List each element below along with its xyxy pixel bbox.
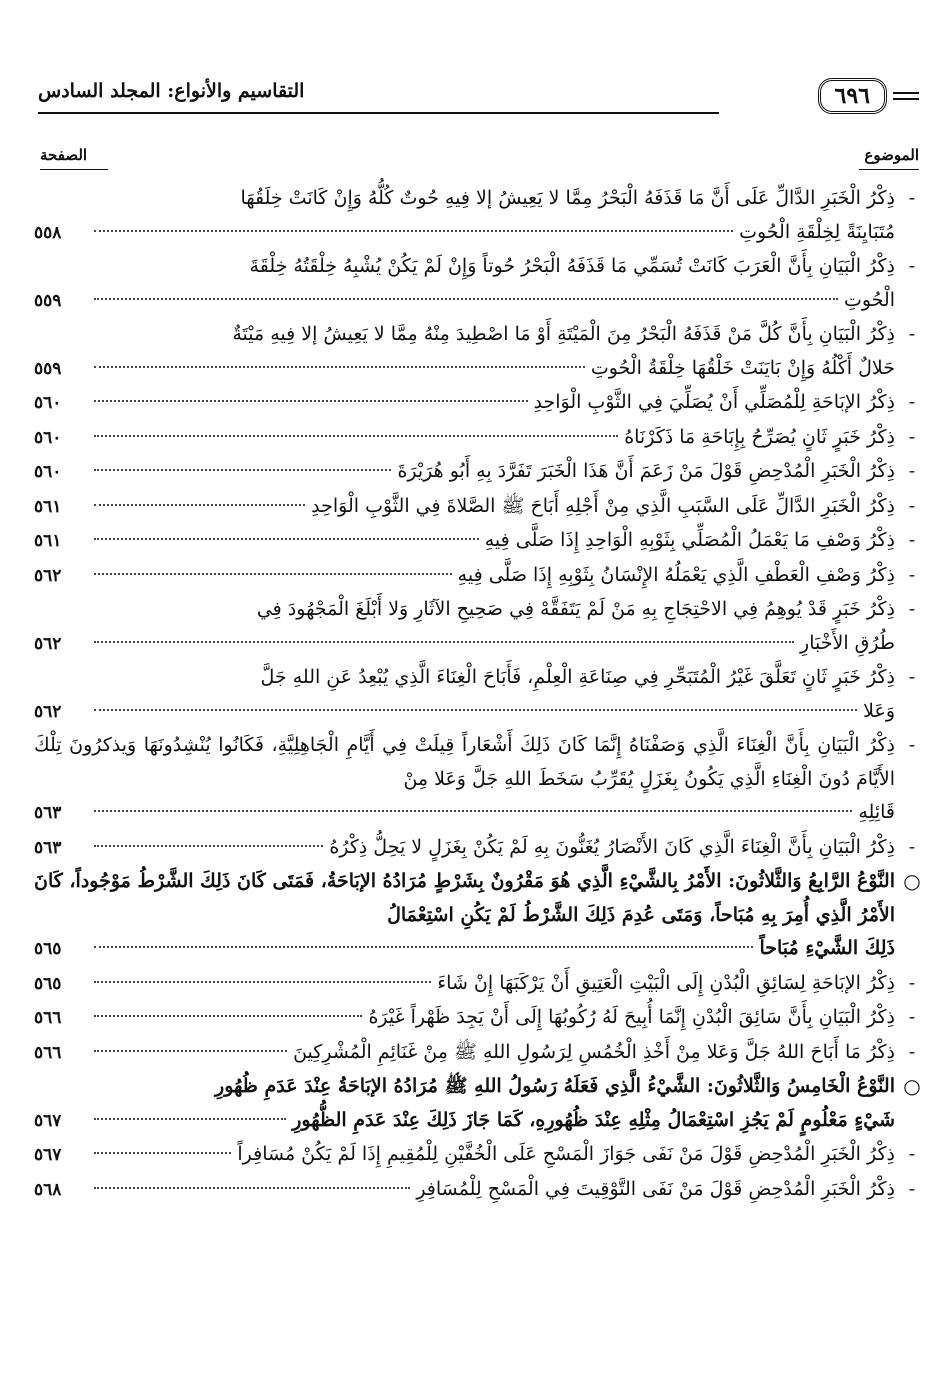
dot-leader xyxy=(94,573,452,575)
entry-last-line: ذَلِكَ الشَّيْءِ مُبَاحاً xyxy=(759,937,895,959)
dash-bullet: - xyxy=(908,494,916,517)
dot-leader xyxy=(94,538,479,540)
entry-text: ذِكْرُ الْبَيَانِ بِأَنَّ الْعَرَبَ كَانَتْ تُسَمِّي مَا قَذَفَهُ الْبَحْرُ حُوتاً وَإِنْ لَمْ يَكُنْ يُشْبِهُ خِلْقَتُهُ خِلْقَةَ xyxy=(249,255,895,277)
dot-leader xyxy=(94,1152,231,1154)
entry-text: ذِكْرُ خَبَرٍ قَدْ يُوهِمُ فِي الاحْتِجَاجِ بِهِ مَنْ لَمْ يَتَفَقَّهْ فِي صَحِيحِ الآثَارِ وَلا أَبْلَغَ الْمَجْهُودَ فِي xyxy=(256,598,895,620)
dash-bullet: - xyxy=(908,391,916,413)
entry-page-number: ٥٦٠ xyxy=(34,427,62,448)
entry-text: ذِكْرُ الْخَبَرِ الدَّالِّ عَلَى أَنَّ مَا قَذَفَهُ الْبَحْرُ مِمَّا لا يَعِيشُ إلا فِيهِ حُوتٌ كُلُّهُ وَإِنْ كَانَتْ خِلَقُهَا xyxy=(240,187,895,209)
header-rule xyxy=(38,112,719,114)
entry-page-number: ٥٦٦ xyxy=(34,1008,62,1028)
entry-page-number: ٥٦٢ xyxy=(34,565,62,586)
index-entry xyxy=(34,524,921,559)
index-entry xyxy=(34,318,921,386)
index-entry xyxy=(34,421,921,456)
entry-text: ذِكْرُ الْبَيَانِ بِأَنَّ الْغِنَاءَ الَّذِي وَصَفْنَاهُ إِنَّمَا كَانَ ذَلِكَ أَشْعَاراً قِيلَتْ فِي أَيَّامِ الْجَاهِلِيَّةِ، فَكَانُوا يُنْشِدُونَهَا وَيذكرُونَ تِلْكَ الأَيَّامَ دُونَ الْغِنَاءِ الَّذِي يَكُونُ بِغَزَلٍ يُقَرِّبُ سَخَطَ اللهِ جَلَّ وَعَلا مِنْ xyxy=(34,734,895,790)
dot-leader xyxy=(94,298,838,300)
entry-page-number: ٥٦١ xyxy=(34,496,62,517)
page-column-heading: الصفحة xyxy=(40,146,88,164)
index-entry xyxy=(34,1173,921,1208)
index-entry xyxy=(34,1001,921,1036)
index-entry xyxy=(34,455,921,490)
entry-last-line: ذِكْرُ وَصْفِ الْعَطْفِ الَّذِي يَعْمَلُهُ الإِنْسَانُ بِثَوْبِهِ إِذَا صَلَّى فِيهِ xyxy=(457,563,895,586)
entry-last-line: ذِكْرُ مَا أَبَاحَ اللهُ جَلَّ وَعَلا مِنْ أَخْذِ الْخُمُسِ لِرَسُولِ اللهِ ﷺ مِنْ غَنَائِمِ الْمُشْرِكِينَ xyxy=(293,1040,895,1063)
dash-bullet: - xyxy=(908,666,916,688)
index-entries xyxy=(34,182,921,1207)
dash-bullet: - xyxy=(908,529,916,551)
entry-text: النَّوْعُ الْخَامِسُ وَالثَّلاثُونَ: الشَّيْءُ الَّذِي فَعَلَهُ رَسُولُ اللهِ ﷺ مُرَادُهُ الإبَاحَةُ عِنْدَ عَدَمِ ظُهُورِ xyxy=(215,1075,895,1097)
entry-last-line: طُرُقِ الأَخْبَارِ xyxy=(800,631,895,654)
dash-bullet: - xyxy=(908,598,916,620)
entry-page-number: ٥٥٩ xyxy=(34,290,62,311)
dot-leader xyxy=(94,845,323,847)
dash-bullet: - xyxy=(908,734,916,756)
entry-last-line: ذِكْرُ الْخَبَرِ الْمُدْحِضِ قَوْلَ مَنْ نَفَى جَوَازَ الْمَسْحِ عَلَى الْخُفَّيْنِ لِلْمُقِيمِ إِذَا لَمْ يَكُنْ مُسَافِراً xyxy=(237,1143,895,1165)
dash-bullet: - xyxy=(908,1040,916,1063)
entry-last-line: ذِكْرُ الْخَبَرِ الْمُدْحِضِ قَوْلَ مَنْ نَفَى التَّوْقِيتَ فِي الْمَسْحِ لِلْمُسَافِرِ xyxy=(416,1177,895,1200)
dot-leader xyxy=(94,1118,286,1120)
dot-leader xyxy=(94,504,305,506)
page-heading-underline xyxy=(40,169,108,170)
entry-page-number: ٥٦٠ xyxy=(34,393,62,413)
entry-page-number: ٥٦٧ xyxy=(34,1145,62,1165)
index-entry xyxy=(34,831,921,866)
dash-bullet: - xyxy=(908,187,916,209)
dot-leader xyxy=(94,469,391,471)
entry-page-number: ٥٦٥ xyxy=(34,973,62,994)
dash-bullet: - xyxy=(908,460,916,482)
dot-leader xyxy=(94,709,857,711)
entry-text: ذِكْرُ خَبَرٍ ثَانٍ تَعَلَّقَ غَيْرُ الْمُتَبَحِّرِ فِي صِنَاعَةِ الْعِلْمِ، فَأَبَاحَ الْغِنَاءَ الَّذِي يُبْعِدُ عَنِ اللهِ جَلَّ xyxy=(260,666,895,688)
page-number: ٦٩٦ xyxy=(818,78,887,114)
entry-page-number: ٥٦١ xyxy=(34,531,62,551)
dash-bullet: - xyxy=(908,255,916,277)
section-heading-entry xyxy=(34,865,921,967)
entry-last-line: ذِكْرُ خَبَرٍ ثَانٍ يُصَرِّحُ بِإِبَاحَةِ مَا ذَكَرْنَاهُ xyxy=(624,425,895,448)
section-heading-entry xyxy=(34,1070,921,1138)
dash-bullet: - xyxy=(908,563,916,586)
entry-last-line: وَعَلا xyxy=(863,699,895,722)
index-entry xyxy=(34,1036,921,1071)
dot-leader xyxy=(94,641,794,643)
entry-page-number: ٥٦٣ xyxy=(34,837,62,858)
dot-leader xyxy=(94,366,585,368)
entry-last-line: ذِكْرُ الإبَاحَةِ لِسَائِقِ الْبُدْنِ إِلَى الْبَيْتِ الْعَتِيقِ أَنْ يَرْكَبَهَا إِنْ شَاءَ xyxy=(437,971,895,994)
entry-last-line: ذِكْرُ الْبَيَانِ بِأَنَّ الْغِنَاءَ الَّذِي كَانَ الأَنْصَارُ يُغَنُّونَ بِهِ لَمْ يَكُنْ بِغَزَلٍ لا يَحِلُّ ذِكْرُهُ xyxy=(329,835,895,858)
entry-page-number: ٥٥٩ xyxy=(34,358,62,379)
index-entry xyxy=(34,490,921,525)
index-entry xyxy=(34,386,921,421)
entry-page-number: ٥٦٦ xyxy=(34,1042,62,1063)
entry-last-line: شَيْءٍ مَعْلُومٍ لَمْ يَجُزِ اسْتِعْمَالُ مِثْلِهِ عِنْدَ ظُهُورِهِ، كَمَا جَازَ ذَلِكَ عِنْدَ عَدَمِ الظُّهُورِ xyxy=(292,1108,895,1131)
circle-bullet-icon: ○ xyxy=(903,1074,921,1098)
dot-leader xyxy=(94,1015,362,1017)
circle-bullet-icon: ○ xyxy=(903,869,921,893)
dash-bullet: - xyxy=(908,971,916,994)
dot-leader xyxy=(94,435,618,437)
dot-leader xyxy=(94,1050,287,1052)
dash-bullet: - xyxy=(908,323,916,345)
entry-page-number: ٥٦٢ xyxy=(34,633,62,654)
entry-page-number: ٥٦٣ xyxy=(34,803,62,823)
page-number-frame xyxy=(818,78,919,114)
index-entry xyxy=(34,250,921,318)
index-entry xyxy=(34,729,921,831)
entry-last-line: حَلالٌ أَكْلُهُ وَإِنْ بَايَنَتْ خَلْقُهَا خِلْقَةُ الْحُوتِ xyxy=(590,356,895,379)
dash-bullet: - xyxy=(908,1143,916,1165)
entry-last-line: ذِكْرُ الْبَيَانِ بِأَنَّ سَائِقَ الْبُدْنِ إِنَّمَا أُبِيحَ لَهُ رُكُوبُهَا إِلَى أَنْ يَجِدَ ظَهْراً غَيْرَهُ xyxy=(368,1006,895,1028)
running-title: التقاسيم والأنواع: المجلد السادس xyxy=(38,80,305,102)
entry-page-number: ٥٦٠ xyxy=(34,462,62,482)
dash-bullet: - xyxy=(908,1006,916,1028)
entry-text: النَّوْعُ الرَّابِعُ وَالثَّلاثُونَ: الأَمْرُ بِالشَّيْءِ الَّذِي هُوَ مَقْرُونٌ بِشَرْطٍ مُرَادُهُ الإبَاحَةُ، فَمَتَى كَانَ ذَلِكَ الشَّرْطُ مَوْجُوداً، كَانَ الأَمْرُ الَّذِي أُمِرَ بِهِ مُبَاحاً، وَمَتَى عُدِمَ ذَلِكَ الشَّرْطُ لَمْ يَكُنِ اسْتِعْمَالُ xyxy=(34,870,895,926)
dash-bullet: - xyxy=(908,425,916,448)
dot-leader xyxy=(94,230,733,232)
column-headings xyxy=(40,146,919,170)
dash-bullet: - xyxy=(908,835,916,858)
index-entry xyxy=(34,593,921,661)
dot-leader xyxy=(94,981,431,983)
entry-last-line: قَائِلِهِ xyxy=(858,801,895,823)
entry-page-number: ٥٦٥ xyxy=(34,939,62,959)
dot-leader xyxy=(94,946,753,948)
topic-heading-underline xyxy=(859,169,919,170)
dot-leader xyxy=(94,400,528,402)
entry-last-line: ذِكْرُ الإبَاحَةِ لِلْمُصَلِّي أَنْ يُصَلِّيَ فِي الثَّوْبِ الْوَاحِدِ xyxy=(533,391,895,413)
entry-last-line: ذِكْرُ الْخَبَرِ الْمُدْحِضِ قَوْلَ مَنْ زَعَمَ أَنَّ هَذَا الْخَبَرَ تَفَرَّدَ بِهِ أَبُو هُرَيْرَةَ xyxy=(397,460,895,482)
index-entry xyxy=(34,182,921,250)
entry-page-number: ٥٦٧ xyxy=(34,1110,62,1131)
entry-page-number: ٥٥٨ xyxy=(34,222,62,243)
entry-last-line: ذِكْرُ وَصْفِ مَا يَعْمَلُ الْمُصَلِّي بِثَوْبِهِ الْوَاحِدِ إِذَا صَلَّى فِيهِ xyxy=(484,529,895,551)
entry-page-number: ٥٦٢ xyxy=(34,701,62,722)
entry-last-line: الْحُوتِ xyxy=(843,288,895,311)
index-entry xyxy=(34,661,921,729)
dot-leader xyxy=(94,810,852,812)
entry-last-line: مُتَبَايِنَةً لِخِلْقَةِ الْحُوتِ xyxy=(739,220,895,243)
page-header xyxy=(38,72,919,122)
entry-text: ذِكْرُ الْبَيَانِ بِأَنَّ كُلَّ مَنْ قَذَفَهُ الْبَحْرُ مِنَ الْمَيْتَةِ أَوْ مَا اصْطِيدَ مِنْهُ مِمَّا لا يَعِيشُ إلا فِيهِ مَيْتَةٌ xyxy=(232,323,895,345)
dash-bullet: - xyxy=(908,1177,916,1200)
index-entry xyxy=(34,1138,921,1173)
index-entry xyxy=(34,967,921,1002)
topic-column-heading: الموضوع xyxy=(864,146,919,164)
entry-page-number: ٥٦٨ xyxy=(34,1179,62,1200)
dot-leader xyxy=(94,1187,410,1189)
page-number-ornament xyxy=(893,92,919,100)
entry-last-line: ذِكْرُ الْخَبَرِ الدَّالِّ عَلَى السَّبَبِ الَّذِي مِنْ أَجْلِهِ أَبَاحَ ﷺ الصَّلاةَ فِي الثَّوْبِ الْوَاحِدِ xyxy=(311,494,895,517)
index-entry xyxy=(34,559,921,594)
